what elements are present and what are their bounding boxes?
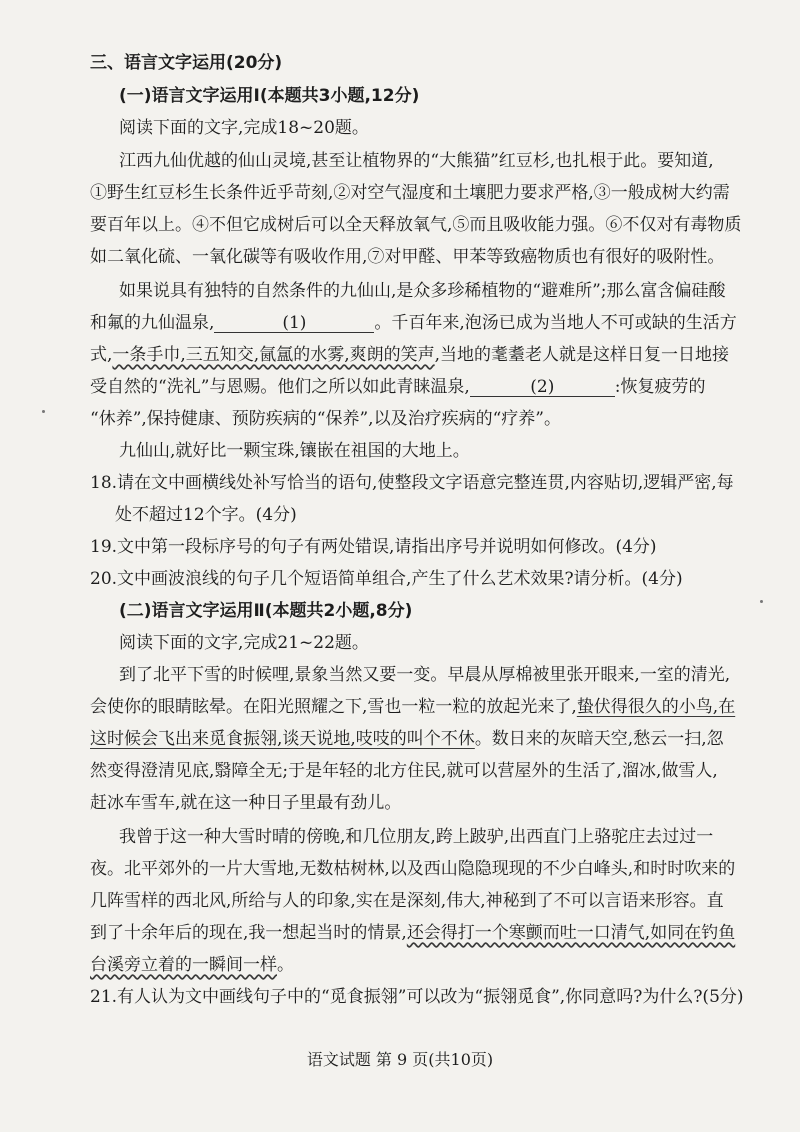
part1-instruction: 阅读下面的文字,完成18~20题。 [119, 118, 369, 138]
p2-line3-text-b: ,当地的耄耋老人就是这样日复一日地接 [434, 345, 730, 365]
b1-line2-text-a: 会使你的眼睛眩晕。在阳光照耀之下,雪也一粒一粒的放起光来了, [90, 697, 577, 717]
b1-line3 [90, 728, 750, 750]
b1-line4: 然变得澄清见底,翳障全无;于是年轻的北方住民,就可以营屋外的生活了,溜冰,做雪人, [90, 761, 718, 781]
underlined-sentence-part1: 蛰伏得很久的小鸟,在 [576, 697, 736, 717]
p2-line5: “休养”,保持健康、预防疾病的“保养”,以及治疗疾病的“疗养”。 [90, 409, 561, 429]
question-18-line1: 18.请在文中画横线处补写恰当的语句,使整段文字语意完整连贯,内容贴切,逻辑严密,每 [90, 473, 734, 493]
wavy-underlined-sentence-part2: 台溪旁立着的一瞬间一样 [90, 955, 277, 975]
b1-line1 [119, 664, 779, 686]
wavy-underlined-sentence-part1: 还会得打一个寒颤而吐一口清气,如同在钓鱼 [406, 923, 736, 943]
wavy-underlined-phrase: 一条手巾,三五知交,氤氲的水雾,爽朗的笑声 [112, 345, 435, 365]
b2-line4 [90, 922, 750, 944]
b2-line4-text-a: 到了十余年后的现在,我一想起当时的情景, [90, 923, 407, 943]
b1-line5: 赶冰车雪车,就在这一种日子里最有劲儿。 [90, 793, 402, 813]
p1-line4: 如二氧化硫、一氧化碳等有吸收作用,⑦对甲醛、甲苯等致癌物质也有很好的吸附性。 [90, 247, 725, 267]
b1-line1-text-b: 一室的清光, [639, 665, 731, 685]
b2-line1: 我曾于这一种大雪时晴的傍晚,和几位朋友,跨上跛驴,出西直门上骆驼庄去过过一 [119, 827, 714, 847]
b2-line2: 夜。北平郊外的一片大雪地,无数枯树林,以及西山隐隐现现的不少白峰头,和时时吹来的 [90, 859, 736, 879]
p2-line4 [90, 376, 750, 398]
question-19: 19.文中第一段标序号的句子有两处错误,请指出序号并说明如何修改。(4分) [90, 537, 657, 557]
p2-line2 [90, 312, 750, 334]
question-18-line2: 处不超过12个字。(4分) [115, 505, 297, 525]
blank-1: (1) [214, 312, 374, 333]
p3-line: 九仙山,就好比一颗宝珠,镶嵌在祖国的大地上。 [119, 441, 470, 461]
p2-line2-text-a: 和氟的九仙温泉, [90, 313, 215, 333]
section-title: 三、语言文字运用(20分) [90, 53, 283, 73]
scan-speck [760, 600, 763, 603]
part2-title: (二)语言文字运用Ⅱ(本题共2小题,8分) [119, 601, 413, 621]
blank-2: (2) [470, 376, 615, 397]
p2-line2-text-b: 。千百年来,泡汤已成为当地人不可或缺的生活方 [374, 313, 737, 333]
b2-line3: 几阵雪样的西北风,所给与人的印象,实在是深刻,伟大,神秘到了不可以言语来形容。直 [90, 891, 724, 911]
part2-instruction: 阅读下面的文字,完成21~22题。 [119, 633, 369, 653]
p2-line3 [90, 344, 750, 366]
page-footer: 语文试题 第 9 页(共10页) [306, 1050, 494, 1069]
b2-line5 [90, 954, 750, 976]
b1-line2 [90, 696, 750, 718]
b2-line5-text-b: 。 [277, 955, 294, 975]
p1-line1: 江西九仙优越的仙山灵境,甚至让植物界的“大熊猫”红豆杉,也扎根于此。要知道, [119, 151, 714, 171]
underlined-sentence-part2: 这时候会飞出来觅食振翎,谈天说地,吱吱的叫个不休 [90, 729, 475, 749]
p2-line4-text-a: 受自然的“洗礼”与恩赐。他们之所以如此青睐温泉, [90, 377, 470, 397]
p1-line3: 要百年以上。④不但它成树后可以全天释放氧气,⑤而且吸收能力强。⑥不仅对有毒物质 [90, 215, 742, 235]
p2-line3-text-a: 式, [90, 345, 113, 365]
p2-line1: 如果说具有独特的自然条件的九仙山,是众多珍稀植物的“避难所”;那么富含偏硅酸 [119, 281, 726, 301]
part1-title: (一)语言文字运用Ⅰ(本题共3小题,12分) [119, 86, 420, 106]
b1-line3-text-b: 。数日来的灰暗天空,愁云一扫,忽 [474, 729, 724, 749]
scan-speck [42, 410, 45, 413]
b1-line1-text-a: 到了北平下雪的时候哩,景象当然又要一变。早晨从厚棉被里张开眼来, [119, 665, 640, 685]
p2-line4-text-b: :恢复疲劳的 [614, 377, 706, 397]
question-20: 20.文中画波浪线的句子几个短语简单组合,产生了什么艺术效果?请分析。(4分) [90, 569, 683, 589]
p1-line2: ①野生红豆杉生长条件近乎苛刻,②对空气湿度和土壤肥力要求严格,③一般成树大约需 [90, 183, 730, 203]
question-21: 21.有人认为文中画线句子中的“觅食振翎”可以改为“振翎觅食”,你同意吗?为什么?(5分) [90, 987, 744, 1007]
